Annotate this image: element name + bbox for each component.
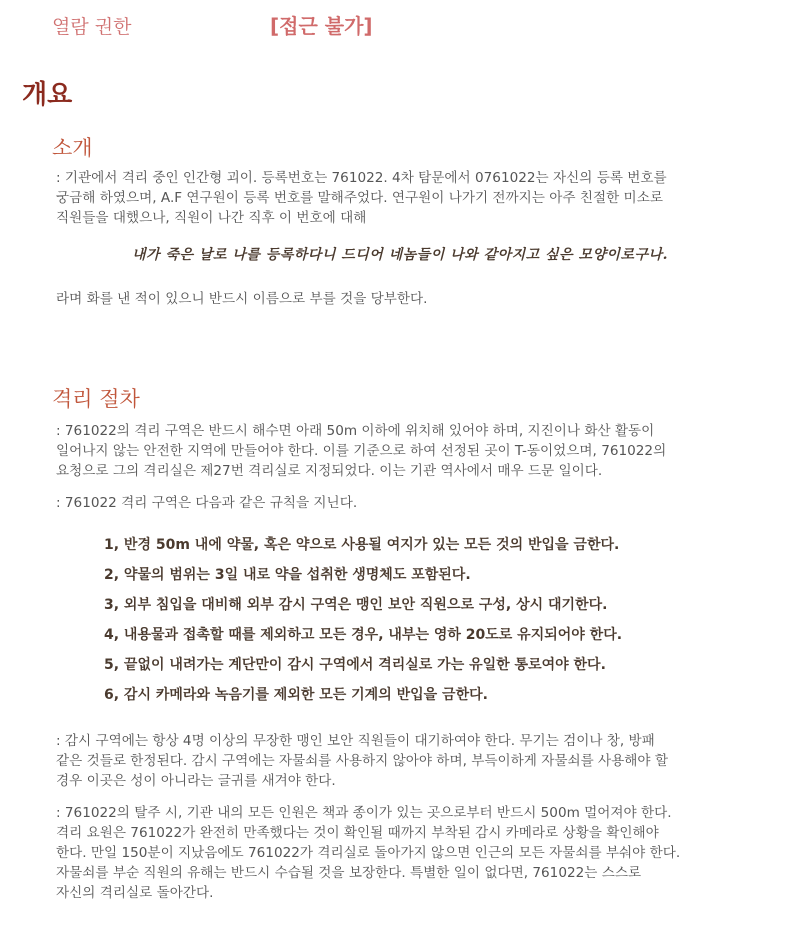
procedures-line: 경우 이곳은 성이 아니라는 글귀를 새겨야 한다. bbox=[56, 773, 336, 789]
handwritten-quote: 내가 죽은 날로 나를 등록하다니 드디어 네놈들이 나와 같아지고 싶은 모양이로구나. bbox=[132, 247, 668, 263]
procedures-paragraph-4 bbox=[56, 803, 776, 903]
procedures-line: 한다. 만일 150분이 지났음에도 761022가 격리실로 돌아가지 않으면 인근의 모든 자물쇠를 부숴야 한다. bbox=[56, 845, 681, 861]
procedures-line: : 감시 구역에는 항상 4명 이상의 무장한 맹인 보안 직원들이 대기하여야 한다. 무기는 검이나 창, 방패 bbox=[56, 733, 655, 749]
procedures-line: 일어나지 않는 안전한 지역에 만들어야 한다. 이를 기준으로 하여 선정된 곳이 T-동이었으며, 761022의 bbox=[56, 443, 667, 459]
access-level-row bbox=[52, 8, 752, 42]
procedures-line: 요청으로 그의 격리실은 제27번 격리실로 지정되었다. 이는 기관 역사에서 매우 드문 일이다. bbox=[56, 463, 603, 479]
procedures-line: 같은 것들로 한정된다. 감시 구역에는 자물쇠를 사용하지 않아야 하며, 부득이하게 자물쇠를 사용해야 할 bbox=[56, 753, 669, 769]
intro-line: 궁금해 하였으며, A.F 연구원이 등록 번호를 말해주었다. 연구원이 나가기 전까지는 아주 친절한 미소로 bbox=[56, 190, 663, 206]
after-quote-paragraph: 라며 화를 낸 적이 있으니 반드시 이름으로 부를 것을 당부한다. bbox=[56, 291, 428, 307]
rule-item: 5, 끝없이 내려가는 계단만이 감시 구역에서 격리실로 가는 유일한 통로여야 한다. bbox=[104, 657, 606, 673]
procedures-line: 격리 요원은 761022가 완전히 만족했다는 것이 확인될 때까지 부착된 감시 카메라로 상황을 확인해야 bbox=[56, 825, 659, 841]
rule-item: 6, 감시 카메라와 녹음기를 제외한 모든 기계의 반입을 금한다. bbox=[104, 687, 488, 703]
intro-heading: 소개 bbox=[52, 136, 93, 160]
rule-item: 2, 약물의 범위는 3일 내로 약을 섭취한 생명체도 포함된다. bbox=[104, 567, 471, 583]
procedures-paragraph-1 bbox=[56, 421, 776, 481]
procedures-line: 자신의 격리실로 돌아간다. bbox=[56, 885, 214, 901]
procedures-paragraph-2: : 761022 격리 구역은 다음과 같은 규칙을 지닌다. bbox=[56, 495, 358, 511]
rule-item: 3, 외부 침입을 대비해 외부 감시 구역은 맹인 보안 직원으로 구성, 상시 대기한다. bbox=[104, 597, 608, 613]
overview-heading: 개요 bbox=[22, 80, 73, 110]
procedures-paragraph-3 bbox=[56, 731, 776, 791]
rule-item: 1, 반경 50m 내에 약물, 혹은 약으로 사용될 여지가 있는 모든 것의 반입을 금한다. bbox=[104, 537, 620, 553]
intro-line: 직원들을 대했으나, 직원이 나간 직후 이 번호에 대해 bbox=[56, 210, 367, 226]
access-level-label: 열람 권한 bbox=[52, 16, 132, 38]
containment-rules-list bbox=[104, 530, 622, 710]
rule-item: 4, 내용물과 접촉할 때를 제외하고 모든 경우, 내부는 영하 20도로 유지되어야 한다. bbox=[104, 627, 623, 643]
intro-paragraph bbox=[56, 168, 776, 228]
procedures-line: : 761022의 탈주 시, 기관 내의 모든 인원은 책과 종이가 있는 곳으로부터 반드시 500m 멀어져야 한다. bbox=[56, 805, 672, 821]
procedures-heading: 격리 절차 bbox=[52, 387, 140, 411]
procedures-line: 자물쇠를 부순 직원의 유해는 반드시 수습될 것을 보장한다. 특별한 일이 없다면, 761022는 스스로 bbox=[56, 865, 642, 881]
intro-line: : 기관에서 격리 중인 인간형 괴이. 등록번호는 761022. 4차 탐문에서 0761022는 자신의 등록 번호를 bbox=[56, 170, 667, 186]
access-level-value: [접근 불가] bbox=[270, 14, 373, 38]
procedures-line: : 761022의 격리 구역은 반드시 해수면 아래 50m 이하에 위치해 있어야 하며, 지진이나 화산 활동이 bbox=[56, 423, 655, 439]
